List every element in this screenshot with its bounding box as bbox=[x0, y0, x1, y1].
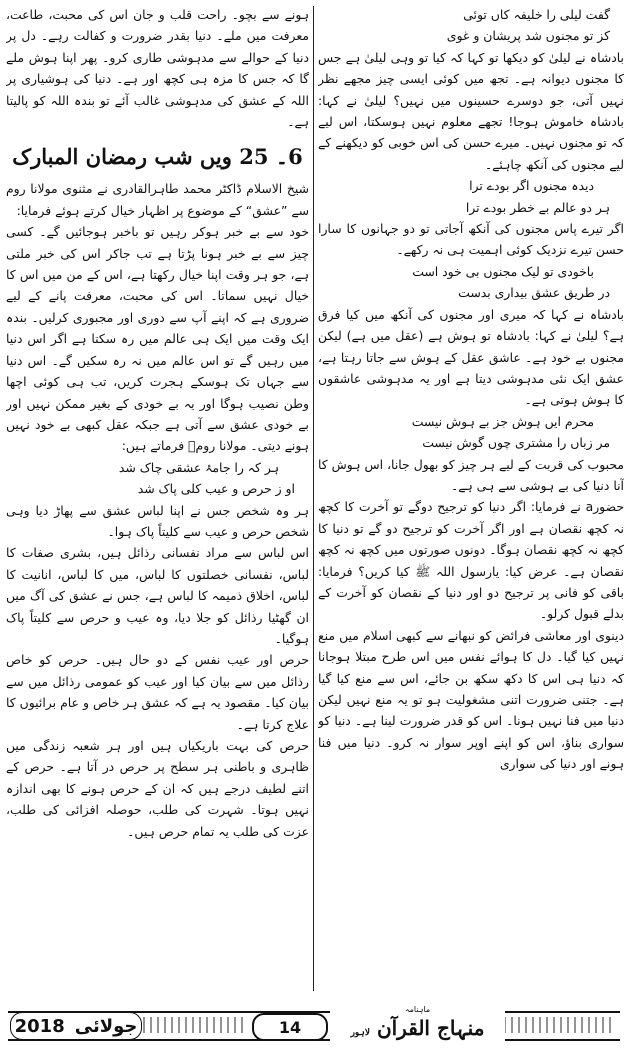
couplet-hemistich: در طریق عشق بیداری بدست bbox=[458, 285, 610, 301]
couplet-line bbox=[318, 197, 624, 218]
paragraph: اس لباس سے مراد نفسانی رذائل ہیں، بشری صفات کا لباس، نفسانی خصلتوں کا لباس، میں کا لباس، انانیت کا لباس، اخلاق ذمیمہ کا لباس ہے، جس نے عشق کی آگ میں ان گھٹیا رذائل کو جلا دیا، وہ عیب و حرص سے کلیتاً پاک ہوگیا۔ bbox=[6, 545, 309, 646]
paragraph: بادشاہ نے لیلیٰ کو دیکھا تو کہا کہ کیا تو وہی لیلیٰ ہے جس کا مجنوں دیوانہ ہے۔ تجھ میں کوئی ایسی چیز مجھے نظر نہیں آتی، جو دوسرے حسینوں میں نہیں؟ لیلیٰ نے کہا: بادشاہ خاموش ہوجا! تجھے معلوم نہیں ہوسکتا، اس لیے کہ تو مجنوں نہیں۔ میرے حسن کی اس خوبی کو دیکھنے کے لیے مجنوں کی آنکھ چاہئے۔ bbox=[318, 49, 624, 172]
couplet-hemistich: ہر کہ را جامۂ عشقی چاک شد bbox=[118, 459, 279, 475]
couplet-hemistich: محرم ایں ہوش جز بے ہوش نیست bbox=[411, 413, 594, 429]
couplet-line bbox=[318, 175, 624, 196]
couplet-hemistich: او ز حرص و عیب کلی پاک شد bbox=[137, 481, 295, 497]
couplet-line bbox=[318, 282, 624, 303]
issue-month: جولائی bbox=[74, 1015, 138, 1037]
issue-date bbox=[10, 1012, 142, 1040]
couplet-line bbox=[318, 411, 624, 432]
paragraph: خود سے بے خبر ہوکر رہیں تو باخبر ہوجائیں گے۔ کسی چیز سے بے خبر ہونا پڑتا ہے تب جاکر اس کی خبر ملتی ہے، جو ہر وقت اپنا خیال رکھتا ہے، اس کے من میں اس کا خیال نہیں سماتا۔ اس کی محبت، معرفت پانے کے لیے ضروری ہے کہ اپنے آپ سے دوری اور مجبوری کرلیں۔ بندہ ایک وقت میں ایک ہی عالم میں رہ سکتا ہے اگر اس دنیا میں رہیں گے تو اس عالم میں نہ رہ سکیں گے۔ اس دنیا سے جہاں تک ہوسکے ہجرت کریں، تب ہی کوئی اچھا وطن نصیب ہوگا اور یہ بے خودی کے بغیر ممکن نہیں اور بے خودی عشق سے آتی ہے جبکہ عقل کبھی بے خود نہیں ہونے دیتی۔ مولانا رومؒ فرماتے ہیں: bbox=[6, 224, 309, 454]
page-footer bbox=[0, 1003, 628, 1047]
paragraph: حرص کی بہت باریکیاں ہیں اور ہر شعبہ زندگی میں ظاہری و باطنی ہر سطح پر حرص در آتا ہے۔ حرص کے اتنے لطیف درجے ہیں کہ ان کے حرص ہونے کا بھی اندازہ نہیں ہوتا۔ شہرت کی طلب، حوصلہ افزائی کی طلب، عزت کی طلب یہ تمام حرص ہیں۔ bbox=[6, 738, 309, 839]
couplet-hemistich: گفت لیلی را خلیفہ کاں توئی bbox=[463, 7, 610, 22]
magazine-name: منہاج القرآن bbox=[376, 1016, 485, 1040]
page-number: 14 bbox=[252, 1013, 328, 1041]
intro-paragraph: شیخ الاسلام ڈاکٹر محمد طاہرالقادری نے مثنوی مولانا روم سے ”عشق“ کے موضوع پر اظہار خیال کرتے ہوئے فرمایا: bbox=[6, 181, 309, 218]
paragraph: ہونے سے بچو۔ راحت قلب و جان اس کی محبت، طاعت، معرفت میں ملے۔ دنیا بقدر ضرورت و کفالت رہے۔ دل پر دنیا کے حوالے سے مدہوشی طاری کرو۔ پھر اپنا ہوش ملے گا کہ جس کا مزہ ہی کچھ اور ہے۔ دنیا کی ہوشیاری پر اللہ کے عشق کی مدہوشی غالب آئے تو بندہ اللہ کو پالیتا ہے۔ bbox=[6, 7, 309, 130]
column-divider bbox=[313, 6, 314, 991]
paragraph: محبوب کی قربت کے لیے ہر چیز کو بھول جانا، اس ہوش کا آنا دنیا کی بے ہوشی سے ہی ہے۔ bbox=[318, 456, 624, 493]
couplet-hemistich: مر زباں را مشتری چوں گوش نیست bbox=[422, 435, 610, 451]
paragraph: حرص اور عیب نفس کے دو حال ہیں۔ حرص کو خاص رذائل میں سے بیان کیا اور عیب کو عمومی رذائل میں سے بیان کیا۔ مقصود یہ ہے کہ عشق ہر خاص و عام برائیوں کا علاج کرتا ہے۔ bbox=[6, 652, 309, 732]
paragraph: ہر وہ شخص جس نے اپنا لباس عشق سے پھاڑ دیا وہی شخص حرص و عیب سے کلیتاً پاک ہوا۔ bbox=[6, 502, 309, 539]
couplet-hemistich: دیدہ مجنوں اگر بودے ترا bbox=[469, 178, 594, 194]
right-column bbox=[318, 4, 624, 994]
couplet-hemistich: باخودی تو لیک مجنوں بی خود است bbox=[412, 263, 594, 279]
section-heading: 6۔ 25 ویں شب رمضان المبارک bbox=[12, 144, 303, 170]
left-column bbox=[6, 4, 309, 994]
magazine-logo bbox=[330, 1005, 505, 1045]
magazine-subtitle: ماہنامہ bbox=[404, 1005, 431, 1014]
couplet-line bbox=[6, 478, 309, 499]
magazine-city: لاہور bbox=[350, 1028, 370, 1038]
couplet-line bbox=[318, 432, 624, 453]
couplet-hemistich: ہر دو عالم بے خطر بودے ترا bbox=[465, 199, 610, 215]
couplet-line bbox=[318, 4, 624, 25]
magazine-title bbox=[330, 1015, 505, 1046]
couplet-hemistich: کز تو مجنوں شد پریشان و غوی bbox=[446, 28, 610, 44]
issue-year: 2018 bbox=[14, 1015, 65, 1037]
couplet-line bbox=[318, 25, 624, 46]
couplet-line bbox=[318, 261, 624, 282]
paragraph: حضورa نے فرمایا: اگر دنیا کو ترجیح دوگے تو آخرت کا کچھ نہ کچھ نقصان ہے اور اگر آخرت کو ترجیح دو گے تو دنیا کا کچھ نہ کچھ نقصان ہوگا۔ دونوں صورتوں میں کچھ نہ کچھ نقصان ہے۔ عرض کیا: یارسول اللہ ﷺ کیا کریں؟ فرمایا: باقی کو فانی پر ترجیح دو اور دنیا کے نقصان کو آخرت کے بدلے قبول کرلو۔ bbox=[318, 499, 624, 622]
paragraph: اگر تیرے پاس مجنوں کی آنکھ آجاتی تو دو جہانوں کا سارا حسن تیرے نزدیک کوئی اہمیت ہی نہ رکھے۔ bbox=[318, 221, 624, 258]
couplet-line bbox=[6, 457, 309, 478]
paragraph: بادشاہ نے کہا کہ میری اور مجنوں کی آنکھ میں کیا فرق ہے؟ لیلیٰ نے کہا: بادشاہ تو ہوش ہے (عقل میں ہے) لیکن مجنوں بے خود ہے۔ عاشق عقل کے ہوش سے جاتا رہتا ہے، عشق ایک نئی مدہوشی دیتا ہے اور یہ مدہوشی عاشقوں کا ہوش ہوتی ہے۔ bbox=[318, 306, 624, 408]
paragraph: دینوی اور معاشی فرائض کو نبھانے سے کبھی اسلام میں منع نہیں کیا گیا۔ دل کا ہوائے نفس میں اس طرح مبتلا ہوجانا کہ دنیا ہی اس کا دکھ سکھ بن جائے، اس سے منع کیا گیا ہے۔ جتنی ضرورت اتنی مشغولیت ہو تو یہ منع نہیں لیکن دنیا میں فنا نہیں ہونا۔ اس کو قدر ضرورت لینا ہے۔ دنیا کو سواری بناؤ، اس کو اپنے اوپر سوار نہ کرو۔ دنیا میں فنا ہونے اور دنیا کی سواری bbox=[318, 627, 624, 772]
